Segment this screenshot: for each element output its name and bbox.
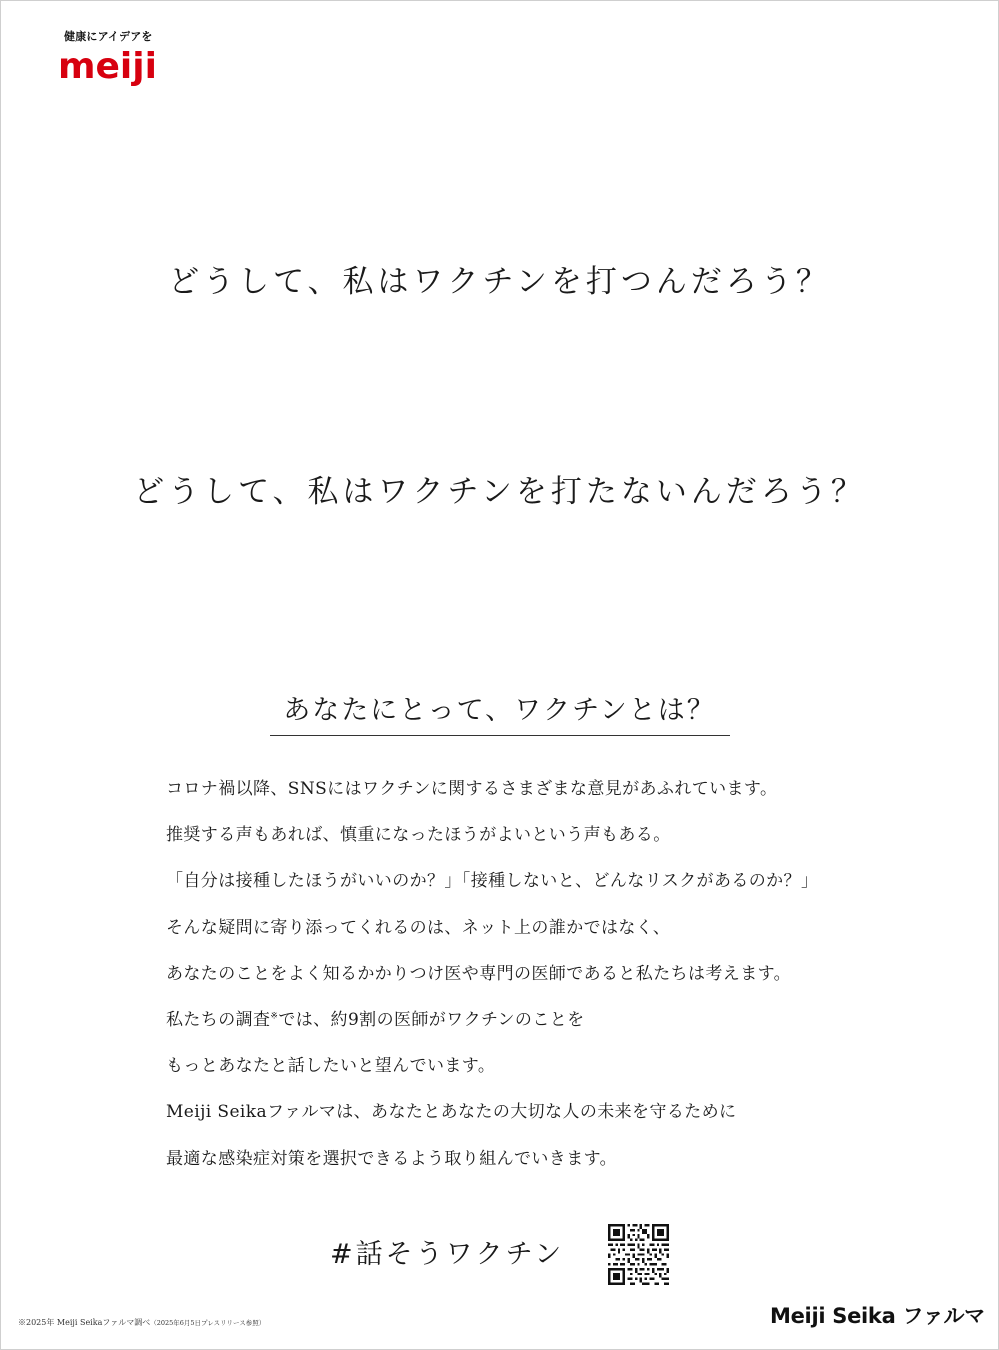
body-line: もっとあなたと話したいと望んでいます。 xyxy=(166,1056,496,1077)
body-line: コロナ禍以降、SNSにはワクチンに関するさまざまな意見があふれています。 xyxy=(166,779,778,799)
footnote-source: （2025年6月5日プレスリリース参照） xyxy=(150,1319,266,1327)
headline-not-vaccinate: どうして、私はワクチンを打たないんだろう？ xyxy=(133,474,866,510)
body-line: 推奨する声もあれば、慎重になったほうがよいという声もある。 xyxy=(166,825,671,846)
body-line: Meiji Seikaファルマは、あなたとあなたの大切な人の未来を守るために xyxy=(166,1102,737,1123)
survey-text-before: 私たちの調査 xyxy=(166,1009,271,1030)
body-line: そんな疑問に寄り添ってくれるのは、ネット上の誰かではなく、 xyxy=(166,917,671,938)
meiji-seika-pharma-logo: Meiji Seika ファルマ xyxy=(770,1304,985,1328)
footnote-mark: ※ xyxy=(270,1011,279,1022)
body-line: 最適な感染症対策を選択できるよう取り組んでいきます。 xyxy=(166,1148,618,1169)
qr-code-icon[interactable] xyxy=(608,1224,669,1285)
footnote-text: ※2025年 Meiji Seikaファルマ調べ xyxy=(18,1318,151,1327)
brand-block xyxy=(56,28,196,86)
headline-vaccinate: どうして、私はワクチンを打つんだろう？ xyxy=(168,264,831,300)
body-line: あなたのことをよく知るかかりつけ医や専門の医師であると私たちは考えます。 xyxy=(166,963,792,984)
body-line: 「自分は接種したほうがいいのか？」「接種しないと、どんなリスクがあるのか？」 xyxy=(166,871,819,892)
body-line-survey xyxy=(166,1005,906,1051)
survey-text-after: では、約9割の医師がワクチンのことを xyxy=(278,1009,585,1030)
section-underline xyxy=(270,735,730,736)
body-copy xyxy=(166,774,906,1190)
brand-tagline: 健康にアイデアを xyxy=(64,30,153,43)
hashtag: #話そうワクチン xyxy=(330,1239,565,1270)
meiji-logo xyxy=(56,46,180,86)
section-title: あなたにとって、ワクチンとは？ xyxy=(283,695,716,726)
meiji-logo-text: meiji xyxy=(58,46,157,86)
survey-footnote xyxy=(18,1317,265,1328)
